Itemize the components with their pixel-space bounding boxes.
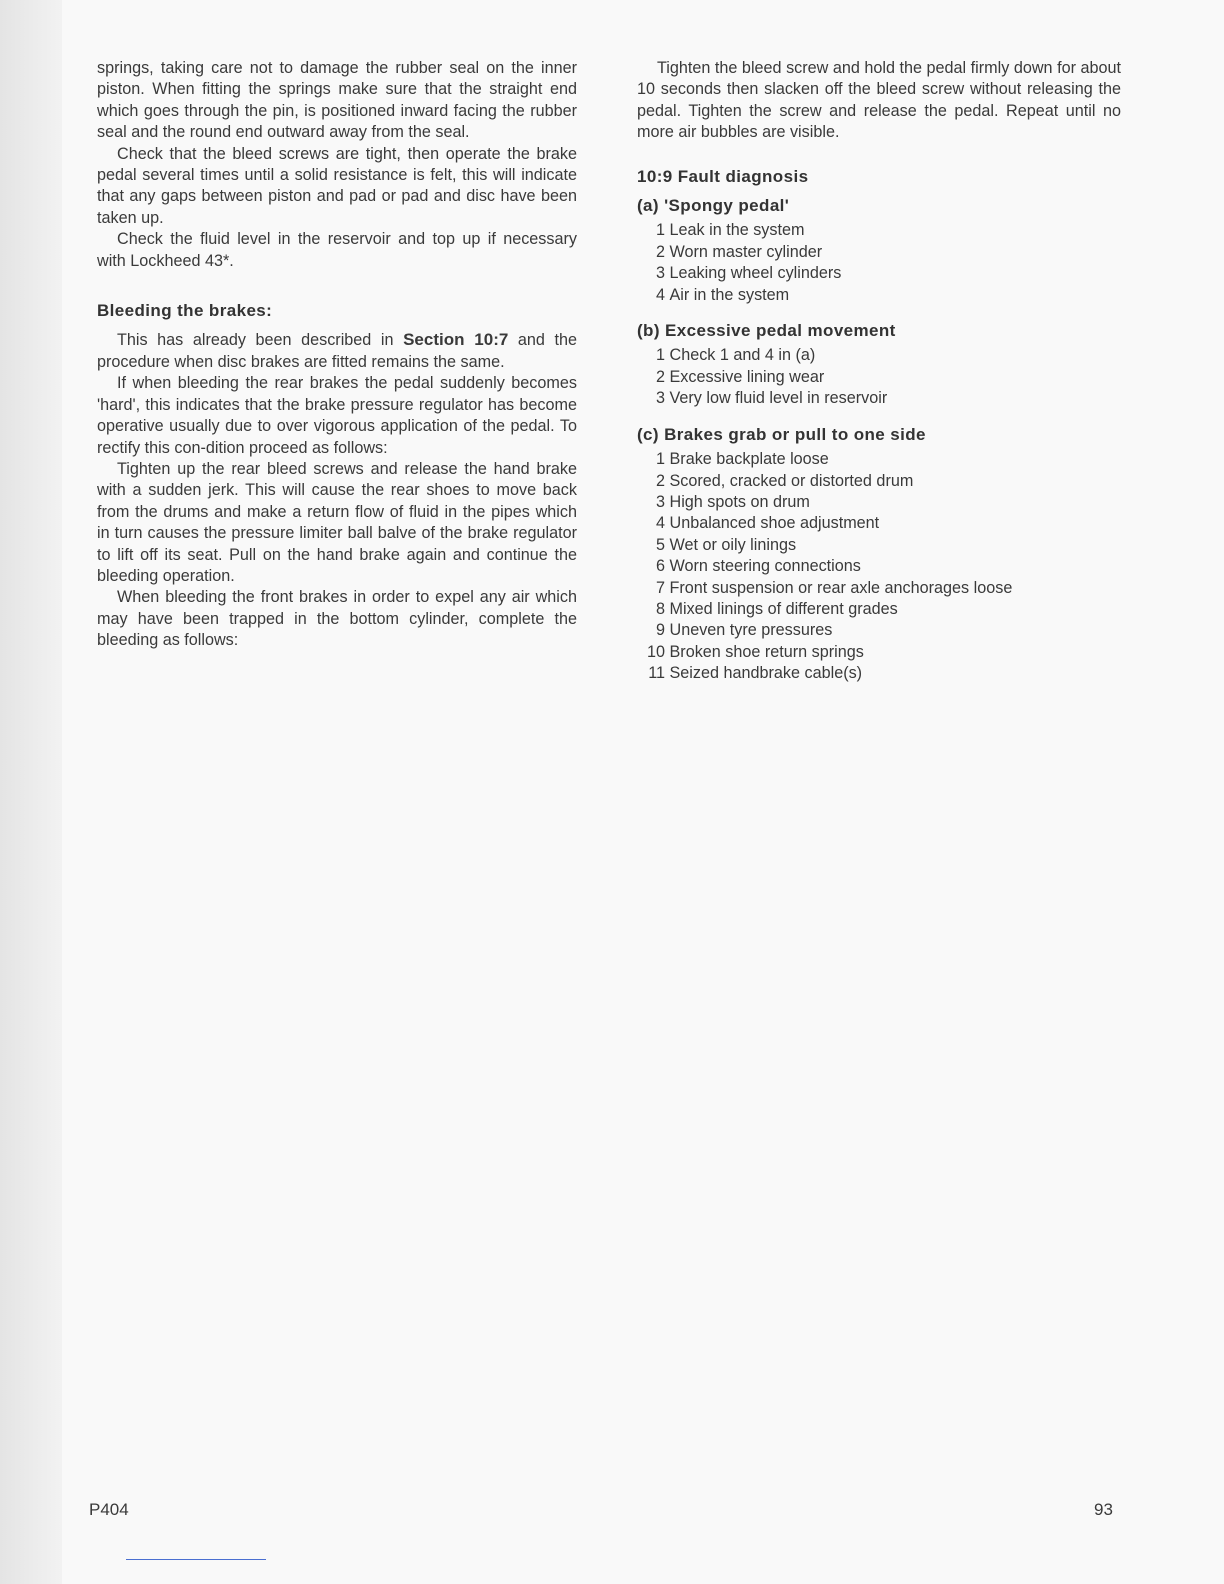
paragraph: When bleeding the front brakes in order to expel any air which may have been trapped in the bottom cylinder, complete the bleeding as follows: — [97, 588, 577, 650]
item-text: Seized handbrake cable(s) — [669, 664, 863, 683]
paragraph: Check the fluid level in the reservoir and top up if necessary with Lockheed 43*. — [97, 230, 577, 270]
paragraph — [97, 329, 577, 373]
item-text: Worn steering connections — [669, 557, 861, 576]
list-item — [637, 242, 1121, 263]
item-number: 8 — [655, 599, 665, 618]
item-text: Scored, cracked or distorted drum — [669, 471, 914, 490]
list-item — [637, 599, 1121, 620]
section-reference: Section 10:7 — [403, 330, 509, 350]
item-text: Worn master cylinder — [669, 242, 823, 261]
list-item — [637, 285, 1121, 306]
scan-edge — [0, 0, 62, 1584]
fault-list — [637, 220, 1121, 306]
list-item — [637, 513, 1121, 534]
item-text: Check 1 and 4 in (a) — [669, 346, 816, 365]
fault-group-heading: (a) 'Spongy pedal' — [637, 196, 790, 216]
scan-mark — [126, 1559, 266, 1560]
item-number: 2 — [655, 242, 665, 261]
item-text: Wet or oily linings — [669, 535, 797, 554]
fault-list — [637, 449, 1121, 684]
list-item — [637, 263, 1121, 284]
item-number: 1 — [655, 450, 665, 469]
right-column — [637, 58, 1121, 699]
list-item — [637, 663, 1121, 684]
list-item — [637, 492, 1121, 513]
item-number: 5 — [655, 535, 665, 554]
item-number: 4 — [655, 514, 665, 533]
item-number: 6 — [655, 557, 665, 576]
paragraph: Tighten the bleed screw and hold the pedal firmly down for about 10 seconds then slacken off the bleed screw without releasing the pedal. Tighten the screw and release the pedal. Repeat until no more air bubbles are visible. — [637, 59, 1121, 142]
item-number: 3 — [655, 389, 665, 408]
item-text: Very low fluid level in reservoir — [669, 389, 888, 408]
list-item — [637, 449, 1121, 470]
section-heading: 10:9 Fault diagnosis — [637, 166, 809, 186]
fault-group-heading: (b) Excessive pedal movement — [637, 321, 896, 341]
list-item — [637, 388, 1121, 409]
list-item — [637, 220, 1121, 241]
item-text: Excessive lining wear — [669, 367, 825, 386]
paragraph: Tighten up the rear bleed screws and release the hand brake with a sudden jerk. This will cause the rear shoes to move back from the drums and make a return flow of fluid in the pipes which in turn causes the pressure limiter ball balve of the brake regulator to lift off its seat. Pull on the hand brake again and continue the bleeding operation. — [97, 459, 577, 585]
item-number: 7 — [655, 578, 665, 597]
item-number: 3 — [655, 492, 665, 511]
list-item — [637, 642, 1121, 663]
item-text: Air in the system — [669, 285, 790, 304]
item-text: Uneven tyre pressures — [669, 621, 833, 640]
footer-model: P404 — [89, 1500, 129, 1519]
item-number: 10 — [646, 642, 665, 661]
item-text: Mixed linings of different grades — [669, 599, 898, 618]
item-text: Unbalanced shoe adjustment — [669, 514, 880, 533]
list-item — [637, 471, 1121, 492]
list-item — [637, 367, 1121, 388]
list-item — [637, 345, 1121, 366]
item-number: 4 — [655, 285, 665, 304]
item-text: High spots on drum — [669, 492, 810, 511]
item-number: 11 — [648, 664, 665, 683]
item-text: Broken shoe return springs — [669, 642, 864, 661]
list-item — [637, 556, 1121, 577]
paragraph: springs, taking care not to damage the rubber seal on the inner piston. When fitting the springs make sure that the straight end which goes through the pin, is positioned inward facing the rubber seal and the round end outward away from the seal. — [97, 59, 577, 142]
item-number: 1 — [655, 346, 665, 365]
paragraph: Check that the bleed screws are tight, then operate the brake pedal several times until a solid resistance is felt, this will indicate that any gaps between piston and pad or pad and disc have been taken up. — [97, 144, 577, 227]
page-number: 93 — [1094, 1500, 1113, 1519]
left-column — [97, 58, 577, 652]
text-run: and the procedure when disc brakes are fitted remains the same. — [97, 331, 577, 371]
list-item — [637, 535, 1121, 556]
item-text: Leak in the system — [669, 221, 805, 240]
list-item — [637, 578, 1121, 599]
item-number: 2 — [655, 471, 665, 490]
item-text: Leaking wheel cylinders — [669, 264, 842, 283]
text-run: This has already been described in — [117, 331, 394, 350]
bleeding-heading: Bleeding the brakes: — [97, 301, 273, 321]
item-number: 1 — [655, 221, 665, 240]
list-item — [637, 620, 1121, 641]
paragraph: If when bleeding the rear brakes the pedal suddenly becomes 'hard', this indicates that the brake pressure regulator has become operative usually due to over vigorous application of the pedal. To rectify this con-dition proceed as follows: — [97, 374, 577, 457]
fault-group-heading: (c) Brakes grab or pull to one side — [637, 424, 926, 444]
fault-list — [637, 345, 1121, 409]
item-number: 9 — [655, 621, 665, 640]
item-text: Brake backplate loose — [669, 450, 829, 469]
item-number: 3 — [655, 264, 665, 283]
item-text: Front suspension or rear axle anchorages loose — [669, 578, 1013, 597]
item-number: 2 — [655, 367, 665, 386]
